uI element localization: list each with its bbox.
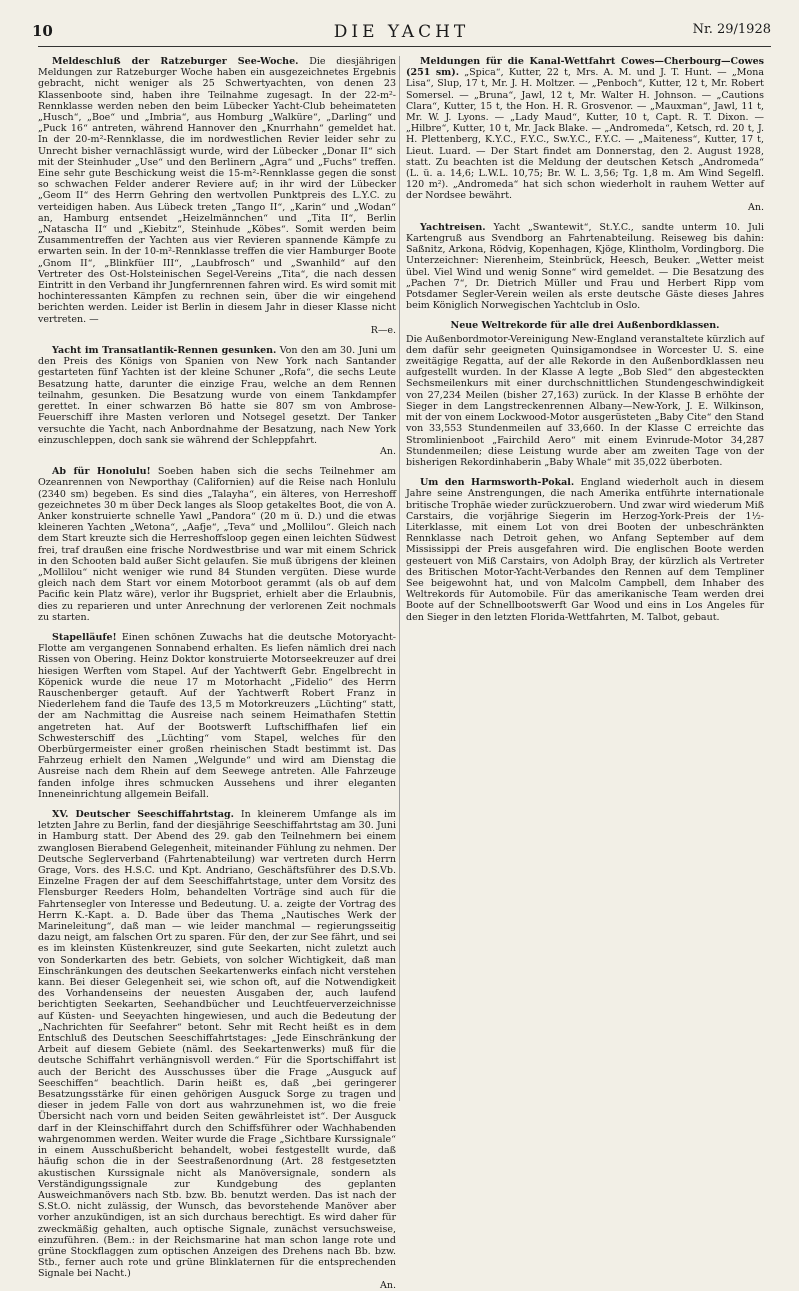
header-rule: [38, 46, 771, 47]
article-honolulu: [38, 466, 396, 623]
article-heading: Ab für Honolulu!: [52, 466, 151, 478]
article-body: Die diesjährigen Meldungen zur Ratzeburger Woche haben ein ausgezeichnetes Ergebnis gebracht, nicht weniger als 25 Schwertyachten, von denen 23 Klassenboote sind, haben ihre Teilnahme zugesagt. In der 22-m²-Rennklasse werden neben den beim Lübecker Yacht-Club beheimateten „Husch“, „Boe“ und „Imbria“, aus Homburg „Walküre“, „Darling“ und „Puck 16“ antreten, während Hannover den „Knurrhahn“ gemeldet hat. In der 20-m²-Rennklasse, die im nordwestlichen Revier leider sehr zu Unrecht bisher vernachlässigt wurde, wird der Lübecker „Donar II“ sich mit der Steinhuder „Use“ und den Berlinern „Agra“ und „Fuchs“ treffen. Eine sehr gute Beschickung weist die 15-m²-Rennklasse gegen die sonst so schwachen Felder anderer Reviere auf; in ihr wird der Lübecker „Geom II“ des Herrn Gehring den wertvollen Punktpreis des L.Y.C. zu verteidigen haben. Aus Lübeck treten „Tango II“, „Karin“ und „Wodan“ an, Hamburg entsendet „Heizelmännchen“ und „Tita II“, Berlin „Natascha II“ und „Kiebitz“, Steinhude „Köbes“. Somit werden beim Zusammentreffen der Yachten aus vier Revieren spannende Kämpfe zu erwarten sein. In der 10-m²-Rennklasse treffen die vier Hamburger Boote „Gnom II“, „Blinkfüer III“, „Laubfrosch“ und „Swanhild“ auf den Vertreter des Ost-Holsteinischen Segel-Vereins „Tita“, die nach dessen Eintritt in den Verband ihr Jungfernrennen fahren wird. Es wird somit mit hochinteressanten Kämpfen zu rechnen sein, über die wir eingehend berichten werden. Leider ist Berlin in diesem Jahr in dieser Klasse nicht vertreten. —: [38, 56, 396, 325]
article-signature: An.: [380, 1279, 396, 1291]
article-body: England wiederholt auch in diesem Jahre seine Anstrengungen, die nach Amerika entführte internationale britische Trophäe wieder zurückzuerobern. Und zwar wird wiederum Miß Carstairs, die vorjährige Siegerin im Herzog-York-Preis der 1½-Literklasse, mit einem Lot von drei Booten der unbeschränkten Rennklasse nach Detroit gehen, wo Anfang September auf dem Mississippi der Preis ausgefahren wird. Die englischen Boote werden gesteuert von Miß Carstairs, von Adolph Bray, der kürzlich als Vertreter des Britischen Motor-Yacht-Verbandes den Rennen auf dem Templiner See beigewohnt hat, und von Malcolm Campbell, dem Inhaber des Weltrekords für Automobile. Für das amerikanische Team werden drei Boote auf der Schnellbootswerft Gar Wood und eins in Los Angeles für den Sieger in den letzten Florida-Wettfahrten, M. Talbot, gebaut.: [406, 477, 764, 623]
article-heading: Yacht im Transatlantik-Rennen gesunken.: [52, 345, 277, 357]
page-header: [32, 22, 771, 48]
article-body: Soeben haben sich die sechs Teilnehmer am Ozeanrennen von Newporthay (Californien) auf die Reise nach Honlulu (2340 sm) begeben. Es sind dies „Talayha“, ein älteres, von Herreshoff gezeichnetes 30 m über Deck langes als Sloop getakeltes Boot, die von A. Anker konstruierte schnelle Yawl „Pandora“ (20 m ü. D.) und die etwas kleineren Yachten „Wetona“, „Aafje“, „Teva“ und „Mollilou“. Gleich nach dem Start kreuzte sich die Herreshoffsloop gegen einen leichten Südwest frei, traf draußen eine frische Nordwestbrise und war mit einem Schrick in den Schooten bald außer Sicht gelaufen. Sie muß übrigens der kleinen „Mollilou“ nicht weniger wie rund 84 Stunden vergüten. Diese wurde gleich nach dem Start vor einem Motorboot gerammt (als ob auf dem Pacific kein Platz wäre), verlor ihr Bugspriet, erhielt aber die Erlaubnis, dies zu reparieren und unter Anrechnung der verlorenen Zeit nochmals zu starten.: [38, 466, 396, 623]
left-column: [38, 56, 396, 1291]
article-signature: An.: [748, 201, 764, 213]
article-heading: Um den Harmsworth-Pokal.: [420, 477, 575, 489]
article-seeschiffahrtstag: [38, 809, 396, 1291]
article-weltrekorde: [406, 320, 764, 468]
article-body: Von den am 30. Juni um den Preis des Königs von Spanien von New York nach Santander gestarteten fünf Yachten ist der kleine Schuner „Rofa“, die sechs Leute Besatzung hatte, darunter die einzige Frau, welche an dem Rennen teilnahm, gesunken. Die Besatzung wurde von einem Tankdampfer gerettet. In einer schwarzen Bö hatte sie 807 sm von Ambrose-Feuerschiff ihre Masten verloren und Notsegel gesetzt. Der Tanker versuchte die Yacht, nach Anbordnahme der Besatzung, nach New York einzuschleppen, doch sank sie während der Schleppfahrt.: [38, 345, 396, 446]
article-heading: Meldungen für die Kanal-Wettfahrt Cowes—Cherbourg—Cowes (251 sm).: [406, 56, 764, 79]
article-heading: Yachtreisen.: [420, 221, 486, 233]
article-heading: Meldeschluß der Ratzeburger See-Woche.: [52, 56, 299, 67]
article-transatlantik: [38, 345, 396, 457]
article-ratzeburg: [38, 56, 396, 336]
article-body: In kleinerem Umfange als im letzten Jahre zu Berlin, fand der diesjährige Seeschiffahrtstag am 30. Juni in Hamburg statt. Der Abend des 29. gab den Teilnehmern bei einem zwanglosen Bierabend Gelegenheit, miteinander Fühlung zu nehmen. Der Deutsche Seglerverband (Fahrtenabteilung) war vertreten durch Herrn Grage, Vors. des H.S.C. und Kpt. Andriano, Geschäftsführer des D.S.Vb. Einzelne Fragen der auf dem Seeschiffahrtstage, unter dem Vorsitz des Flensburger Reeders Holm, behandelten Vorträge sind auch für die Fahrtensegler von Interesse und Bedeutung. U. a. zeigte der Vortrag des Herrn K.-Kapt. a. D. Bade über das Thema „Nautisches Werk der Marineleitung“, daß man — wie leider manchmal — regierungsseitig dazu neigt, am falschen Ort zu sparen. Für den, der zur See fährt, und sei es im kleinsten Küstenkreuzer, sind gute Seekarten, nicht zuletzt auch von Sonderkarten des betr. Gebiets, von solcher Wichtigkeit, daß man Einschränkungen des deutschen Seekartenwerks einfach nicht verstehen kann. Bei dieser Gelegenheit sei, wie schon oft, auf die Notwendigkeit des Vorhandenseins der neuesten Ausgaben der, auch laufend berichtigten Seekarten, Seehandbücher und Leuchtfeuerverzeichnisse auf Küsten- und Seeyachten hingewiesen, und auch die Bedeutung der „Nachrichten für Seefahrer“ betont. Sehr mit Recht heißt es in dem Entschluß des Deutschen Seeschiffahrtstages: „Jede Einschränkung der Arbeit auf diesem Gebiete (näml. des Seekartenwerks) muß für die deutsche Schiffahrt verhängnisvoll werden.“ Für die Sportschiffahrt ist auch der Bericht des Ausschusses über die Frage „Ausguck auf Seeschiffen“ beachtlich. Darin heißt es, daß „bei geringerer Besatzungsstärke für einen gehörigen Ausguck Sorge zu tragen und dieser in jedem Falle von dort aus wahrzunehmen ist, wo die freie Übersicht nach vorn und beiden Seiten gewährleistet ist“. Der Ausguck darf in der Kleinschiffahrt durch den Schiffsführer oder Wachhabenden wahrgenommen werden. Weiter wurde die Frage „Sichtbare Kurssignale“ in einem Ausschußbericht behandelt, wobei festgestellt wurde, daß häufig schon die in der Seestraßenordnung (Art. 28 festgesetzten akustischen Kurssignale nicht als Manöversignale, sondern als Verständigungssignale zur Kundgebung des geplanten Ausweichmanövers nach Stb. bzw. Bb. benutzt werden. Das ist nach der S.St.O. nicht zulässig, der Wunsch, das bevorstehende Manöver aber vorher anzukündigen, ist an sich durchaus berechtigt. Es wird daher für zweckmäßig gehalten, auch optische Signale, zunächst versuchsweise, einzuführen. (Bem.: in der Reichsmarine hat man schon lange rote und grüne Stockflaggen zum optischen Anzeigen des Drehens nach Bb. bzw. Stb., ferner auch rote und grüne Blinklaternen für die entsprechenden Signale bei Nacht.): [38, 809, 396, 1280]
article-heading: XV. Deutscher Seeschiffahrtstag.: [52, 809, 234, 820]
article-heading: Neue Weltrekorde für alle drei Außenbordklassen.: [450, 320, 720, 332]
article-stapellaeufe: [38, 632, 396, 800]
article-kanal: [406, 56, 764, 213]
article-yachtreisen: [406, 222, 764, 312]
issue-number: Nr. 29/1928: [692, 22, 771, 37]
column-divider: [399, 56, 400, 1101]
article-body: Yacht „Swantewit“, St.Y.C., sandte unterm 10. Juli Kartengruß aus Svendborg an Fahrtenabteilung. Reiseweg bis dahin: Saßnitz, Arkona, Rödvig, Kopenhagen, Kjöge, Klintholm, Vordingborg. Die Unterzeichner: Nierenheim, Steinbrück, Heesch, Beuker. „Wetter meist übel. Viel Wind und wenig Sonne“ wird gemeldet. — Die Besatzung des „Pachen 7“, Dr. Dietrich Müller und Frau und Herbert Ripp vom Potsdamer Segler-Verein weilen als erste deutsche Gäste dieses Jahres beim Königlich Norwegischen Yachtclub in Oslo.: [406, 221, 764, 312]
article-heading: Stapelläufe!: [52, 631, 117, 643]
article-signature: An.: [380, 445, 396, 457]
article-signature: R—e.: [370, 324, 396, 336]
article-harmsworth: [406, 477, 764, 623]
article-body: „Spica“, Kutter, 22 t, Mrs. A. M. und J. T. Hunt. — „Mona Lisa“, Slup, 17 t, Mr. J. H. Moltzer. — „Penboch“, Kutter, 12 t, Mr. Robert Somersel. — „Bruna“, Jawl, 12 t, Mr. Walter H. Johnson. — „Cautions Clara“, Kutter, 15 t, the Hon. H. R. Grosvenor. — „Mauxman“, Jawl, 11 t, Mr. W. J. Lyons. — „Lady Maud“, Kutter, 10 t, Capt. R. T. Dixon. — „Hilbre“, Kutter, 10 t, Mr. Jack Blake. — „Andromeda“, Ketsch, rd. 20 t, J. H. Plettenberg, K.Y.C., F.Y.C., Sw.Y.C., F.Y.C. — „Maiteness“, Kutter, 17 t, Lieut. Luard. — Der Start findet am Donnerstag, den 2. August 1928, statt. Zu beachten ist die Meldung der deutschen Ketsch „Andromeda“ (L. ü. a. 14,6; L.W.L. 10,75; Br. W. L. 3,56; Tg. 1,8 m. Am Wind Segelfl. 120 m²). „Andromeda“ hat sich schon wiederholt in rauhem Wetter auf der Nordsee bewährt.: [406, 67, 764, 202]
article-body: Einen schönen Zuwachs hat die deutsche Motoryacht-Flotte am vergangenen Sonnabend erhalten. Es liefen nämlich drei nach Rissen von Obering. Heinz Doktor konstruierte Motorseekreuzer auf drei hiesigen Werften vom Stapel. Auf der Yachtwerft Gebr. Engelbrecht in Köpenick wurde die neue 17 m Motorhacht „Fidelio“ des Herrn Rauschenberger getauft. Auf der Yachtwerft Robert Franz in Niederlehem fand die Taufe des 13,5 m Motorkreuzers „Lüchting“ statt, der am Nachmittag die Ausreise nach seinem Heimathafen Stettin angetreten hat. Auf der Bootswerft Luftschiffhafen lief ein Schwesterschiff des „Lüchting“ vom Stapel, welches für den Oberbürgermeister einer großen rheinischen Stadt bestimmt ist. Das Fahrzeug erhielt den Namen „Welgunde“ und wird am Dienstag die Ausreise nach dem Rhein auf dem Seewege antreten. Alle Fahrzeuge fanden infolge ihres schmucken Aussehens und ihrer eleganten Inneneinrichtung allgemein Beifall.: [38, 631, 396, 800]
page-number: 10: [32, 22, 53, 40]
article-body: Die Außenbordmotor-Vereinigung New-England veranstaltete kürzlich auf dem dafür sehr geeigneten Quinsigamondsee in Worcester U. S. eine zweitägige Regatta, auf der alle Rekorde in den Außenbordklassen neu aufgestellt wurden. In der Klasse A legte „Bob Sled“ den abgesteckten Sechsmeilenkurs mit einer durchschnittlichen Stundengeschwindigkeit von 27,234 Meilen (bisher 27,163) zurück. In der Klasse B erhöhte der Sieger in dem Langstreckenrennen Albany—New-York, J. E. Wilkinson, mit der von einem Lockwood-Motor ausgerüsteten „Baby Cite“ den Stand von 33,553 Stundenmeilen auf 33,660. In der Klasse C erreichte das Stromlinienboot „Fairchild Aero“ mit einem Evinrude-Motor 34,287 Stundenmeilen; diese Leistung wurde aber am zweiten Tage von der bisherigen Rekordinhaberin „Baby Whale“ mit 35,022 überboten.: [406, 333, 764, 468]
right-column: [406, 56, 764, 1101]
journal-title: DIE YACHT: [333, 22, 470, 42]
